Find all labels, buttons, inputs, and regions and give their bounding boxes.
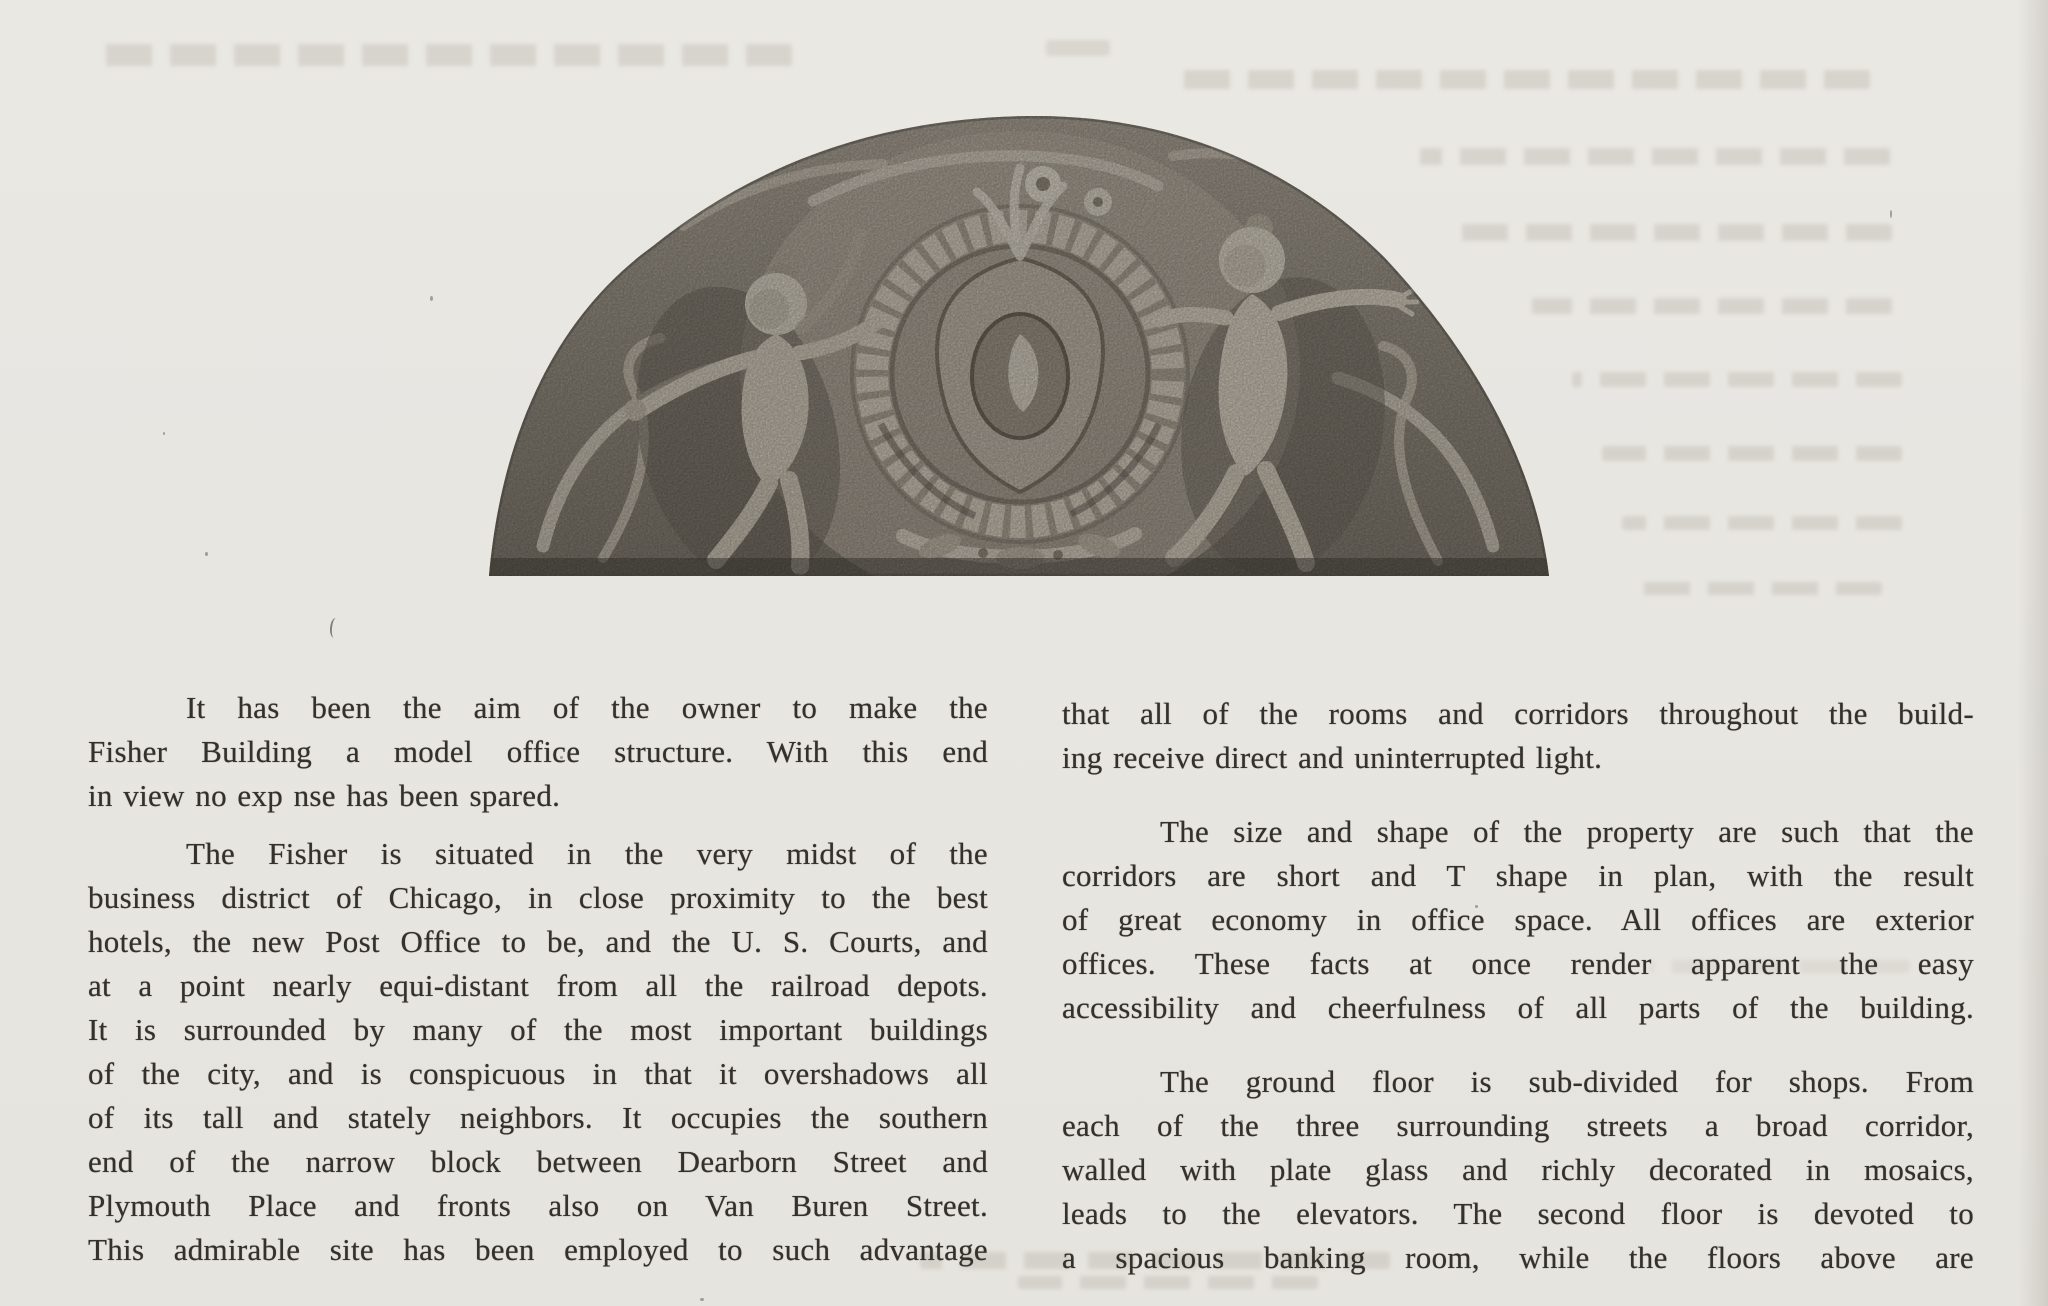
lunette-relief-illustration: [483, 106, 1557, 588]
bleedthrough-text-ghost: [1622, 516, 1902, 530]
dust-speck: [1890, 210, 1892, 218]
paragraph: [88, 832, 988, 1272]
dust-speck: [700, 1298, 704, 1301]
text-line: The Fisher is situated in the very midst of the: [186, 836, 988, 871]
text-line: of great economy in office space. All offices are exterior: [1062, 902, 1974, 937]
text-line: at a point nearly equi-distant from all the railroad depots.: [88, 968, 988, 1003]
text-line: This admirable site has been employed to such advantage: [88, 1232, 988, 1267]
text-line: in view no exp nse has been spared.: [88, 778, 561, 813]
dust-speck: [430, 296, 433, 301]
text-line: that all of the rooms and corridors throughout the build-: [1062, 696, 1974, 731]
dust-speck: [205, 552, 208, 556]
dust-speck: [1240, 1120, 1243, 1123]
text-line: The ground floor is sub-divided for shops. From: [1160, 1064, 1974, 1099]
text-line: business district of Chicago, in close proximity to the best: [88, 880, 988, 915]
bleedthrough-text-ghost: [1046, 40, 1110, 56]
text-line: each of the three surrounding streets a broad corridor,: [1062, 1108, 1974, 1143]
bleedthrough-text-ghost: [1642, 582, 1882, 595]
text-line: hotels, the new Post Office to be, and the U. S. Courts, and: [88, 924, 988, 959]
text-line: offices. These facts at once render apparent the easy: [1062, 946, 1974, 981]
text-line: of the city, and is conspicuous in that it overshadows all: [88, 1056, 988, 1091]
text-line: end of the narrow block between Dearborn Street and: [88, 1144, 988, 1179]
paragraph: [1062, 1060, 1974, 1280]
scan-mark: [329, 617, 343, 638]
text-line: walled with plate glass and richly decorated in mosaics,: [1062, 1152, 1974, 1187]
text-line: a spacious banking room, while the floors above are: [1062, 1240, 1974, 1275]
text-line: It is surrounded by many of the most important buildings: [88, 1012, 988, 1047]
text-line: corridors are short and T shape in plan, with the result: [1062, 858, 1974, 893]
bleedthrough-text-ghost: [1532, 298, 1892, 314]
paragraph: [1062, 810, 1974, 1030]
text-line: The size and shape of the property are such that the: [1160, 814, 1974, 849]
dust-speck: [1475, 905, 1478, 908]
bleedthrough-text-ghost: [1602, 446, 1902, 461]
text-line: Plymouth Place and fronts also on Van Buren Street.: [88, 1188, 988, 1223]
bleedthrough-text-ghost: [1170, 70, 1870, 89]
page-edge-shadow: [2018, 0, 2048, 1306]
dust-speck: [560, 756, 563, 759]
bleedthrough-text-ghost: [92, 44, 792, 66]
relief-photo: [483, 106, 1557, 588]
text-line: leads to the elevators. The second floor is devoted to: [1062, 1196, 1974, 1231]
dust-speck: [163, 432, 165, 435]
paragraph: [1062, 692, 1974, 780]
text-line: ing receive direct and uninterrupted light.: [1062, 740, 1603, 775]
paragraph: [88, 686, 988, 818]
bleedthrough-text-ghost: [1572, 372, 1902, 387]
text-line: It has been the aim of the owner to make the: [186, 690, 988, 725]
text-column-left: [88, 686, 988, 1272]
text-line: of its tall and stately neighbors. It occupies the southern: [88, 1100, 988, 1135]
text-column-right: [1062, 692, 1974, 1280]
text-line: accessibility and cheerfulness of all parts of the building.: [1062, 990, 1974, 1025]
text-line: Fisher Building a model office structure. With this end: [88, 734, 988, 769]
